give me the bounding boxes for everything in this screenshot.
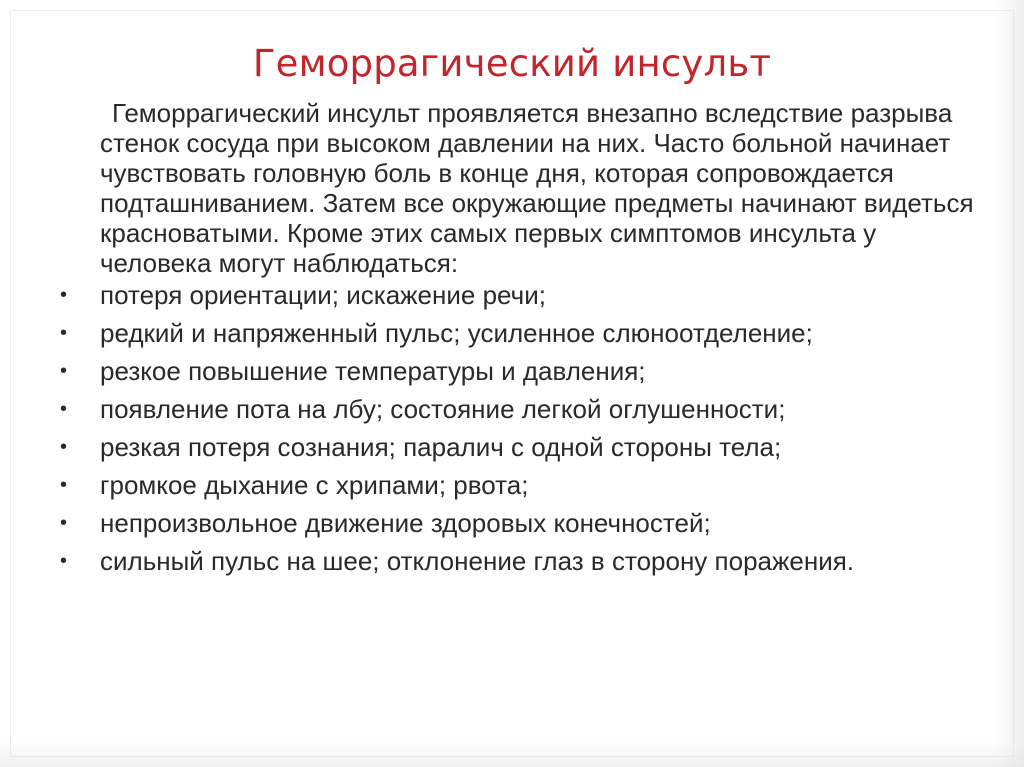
list-item [60, 394, 980, 424]
slide-body [60, 98, 980, 584]
list-item [60, 280, 980, 310]
bullet-icon: • [60, 322, 68, 344]
bullet-icon: • [60, 474, 68, 496]
list-item [60, 546, 980, 576]
list-item [60, 432, 980, 462]
list-item-text: резкое повышение температуры и давления; [100, 356, 646, 386]
page-edge-shadow-bottom [0, 741, 1024, 767]
list-item [60, 356, 980, 386]
list-item-text: редкий и напряженный пульс; усиленное слюноотделение; [100, 318, 813, 348]
list-item [60, 318, 980, 348]
bullet-icon: • [60, 398, 68, 420]
list-item-text: появление пота на лбу; состояние легкой оглушенности; [100, 394, 786, 424]
bullet-icon: • [60, 512, 68, 534]
list-item-text: резкая потеря сознания; паралич с одной стороны тела; [100, 432, 782, 462]
list-item-text: потеря ориентации; искажение речи; [100, 280, 546, 310]
list-item-text: сильный пульс на шее; отклонение глаз в сторону поражения. [100, 546, 855, 576]
bullet-icon: • [60, 436, 68, 458]
list-item-text: громкое дыхание с хрипами; рвота; [100, 470, 529, 500]
bullet-icon: • [60, 360, 68, 382]
list-item [60, 470, 980, 500]
bullet-icon: • [60, 284, 68, 306]
list-item-text: непроизвольное движение здоровых конечностей; [100, 508, 711, 538]
page-edge-shadow-right [996, 0, 1024, 767]
symptom-list [60, 280, 980, 576]
list-item [60, 508, 980, 538]
slide-title: Геморрагический инсульт [252, 42, 772, 85]
intro-paragraph: Геморрагический инсульт проявляется внезапно вследствие разрыва стенок сосуда при высоком давлении на них. Часто больной начинает чувствовать головную боль в конце дня, которая сопровождается подташниванием. Затем все окружающие предметы начинают видеться красноватыми. Кроме этих самых первых симптомов инсульта у человека могут наблюдаться: [100, 98, 974, 278]
bullet-icon: • [60, 550, 68, 572]
